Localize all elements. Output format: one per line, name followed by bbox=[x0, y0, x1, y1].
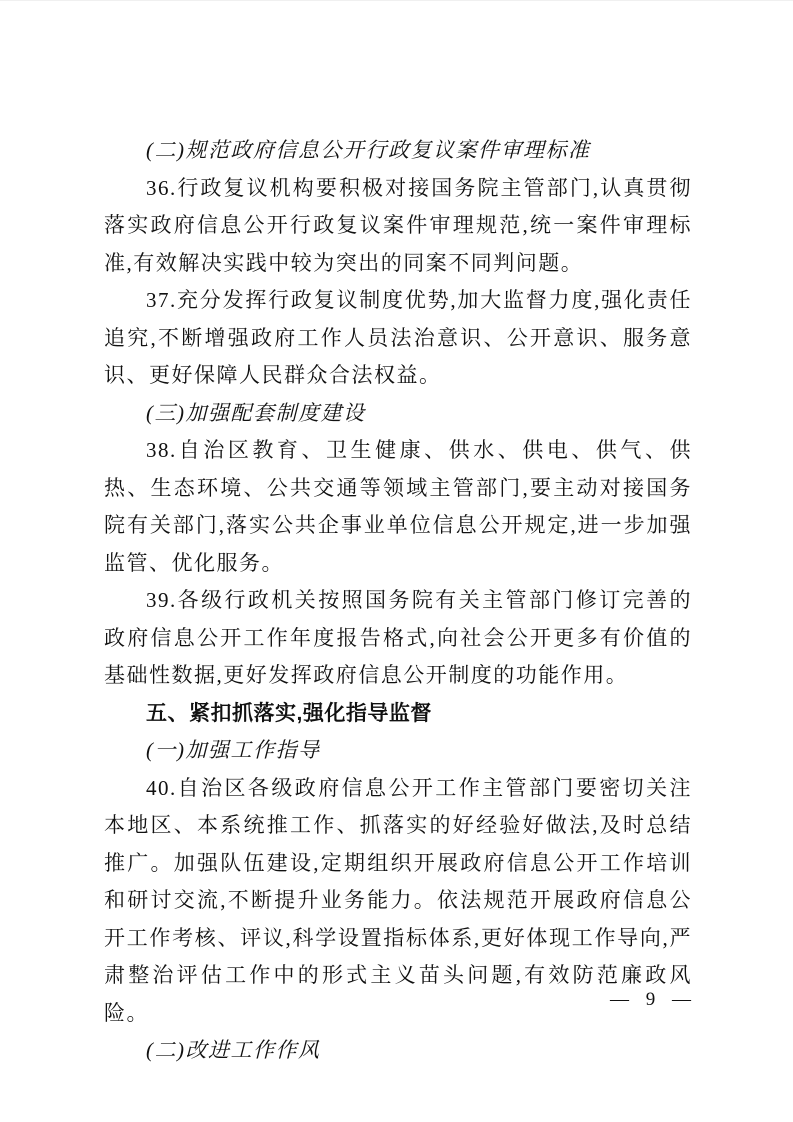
page-number: — 9 — bbox=[610, 989, 697, 1010]
body-paragraph: 37.充分发挥行政复议制度优势,加大监督力度,强化责任追究,不断增强政府工作人员法治意识、公开意识、服务意识、更好保障人民群众合法权益。 bbox=[104, 288, 692, 387]
section-heading: (一)加强工作指导 bbox=[146, 738, 321, 762]
section-heading: 五、紧扣抓落实,强化指导监督 bbox=[146, 701, 432, 725]
body-paragraph: 39.各级行政机关按照国务院有关主管部门修订完善的政府信息公开工作年度报告格式,向社会公开更多有价值的基础性数据,更好发挥政府信息公开制度的功能作用。 bbox=[104, 588, 692, 687]
section-heading: (三)加强配套制度建设 bbox=[146, 400, 366, 425]
section-heading: (二)改进工作作风 bbox=[146, 1038, 321, 1062]
document-body bbox=[104, 132, 692, 1070]
body-paragraph: 36.行政复议机构要积极对接国务院主管部门,认真贯彻落实政府信息公开行政复议案件审理规范,统一案件审理标准,有效解决实践中较为突出的同案不同判问题。 bbox=[104, 175, 692, 275]
body-paragraph: 38.自治区教育、卫生健康、供水、供电、供气、供热、生态环境、公共交通等领域主管部门,要主动对接国务院有关部门,落实公共企事业单位信息公开规定,进一步加强监管、优化服务。 bbox=[104, 438, 692, 575]
section-heading: (二)规范政府信息公开行政复议案件审理标准 bbox=[146, 138, 591, 162]
body-paragraph: 40.自治区各级政府信息公开工作主管部门要密切关注本地区、本系统推工作、抓落实的好经验好做法,及时总结推广。加强队伍建设,定期组织开展政府信息公开工作培训和研讨交流,不断提升业务能力。依法规范开展政府信息公开工作考核、评议,科学设置指标体系,更好体现工作导向,严肃整治评估工作中的形式主义苗头问题,有效防范廉政风险。 bbox=[104, 775, 692, 1025]
